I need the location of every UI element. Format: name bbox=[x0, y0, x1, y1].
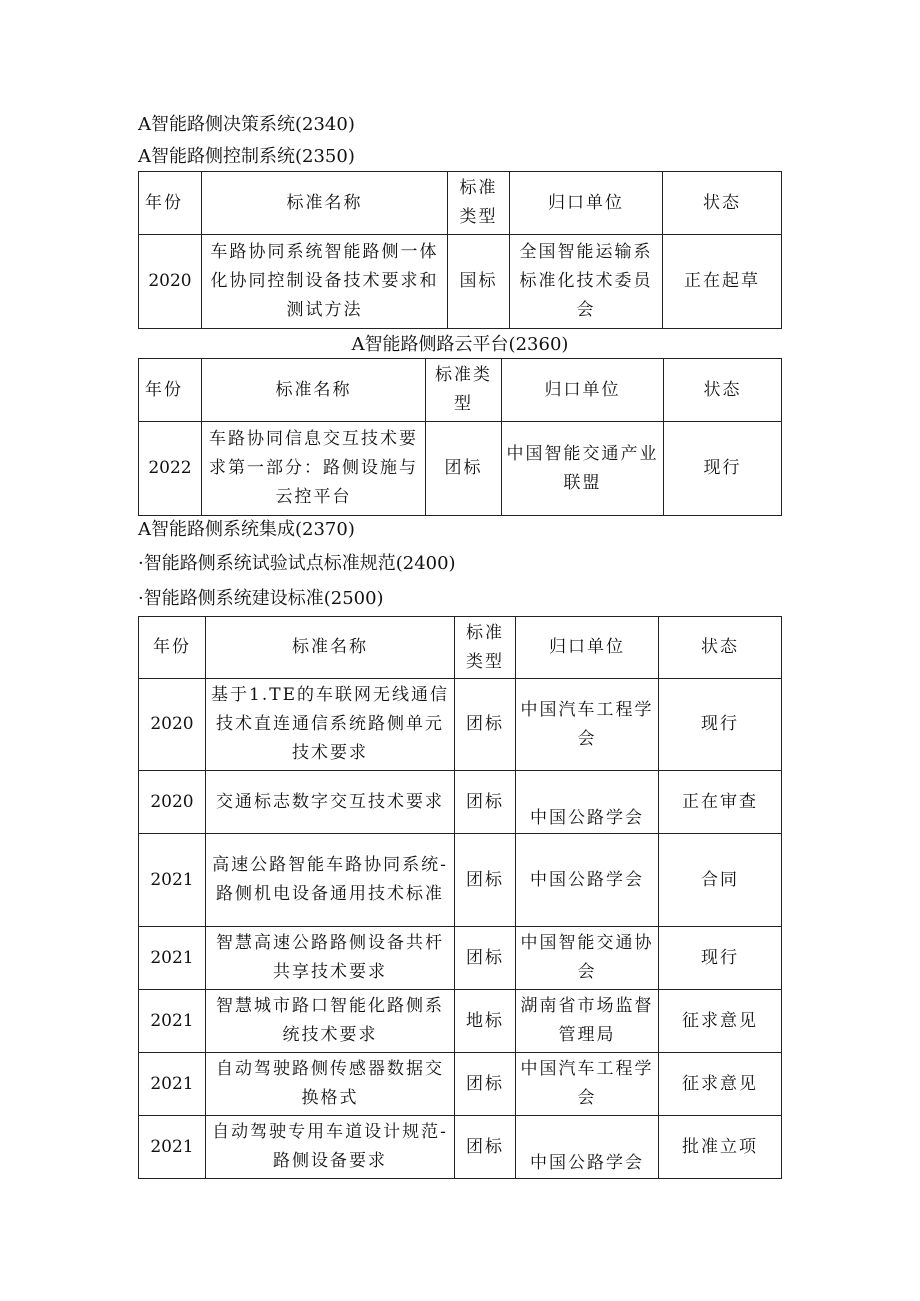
section-heading-2400: ·智能路侧系统试验试点标准规范(2400) bbox=[138, 553, 456, 574]
header-status: 状态 bbox=[659, 617, 782, 679]
cell-status: 批准立项 bbox=[659, 1116, 782, 1179]
header-year: 年份 bbox=[139, 172, 202, 235]
cell-org: 中国公路学会 bbox=[516, 771, 659, 834]
header-type: 标准类型 bbox=[448, 172, 510, 235]
header-year: 年份 bbox=[139, 359, 202, 422]
table-row bbox=[139, 422, 782, 516]
cell-status: 正在审查 bbox=[659, 771, 782, 834]
cell-type: 团标 bbox=[455, 834, 516, 927]
section-heading-2500: ·智能路侧系统建设标准(2500) bbox=[138, 588, 384, 609]
standards-table-2350 bbox=[138, 171, 782, 329]
cell-status: 征求意见 bbox=[659, 1053, 782, 1116]
standards-table-2500 bbox=[138, 616, 782, 1179]
standards-table-2360 bbox=[138, 358, 782, 516]
table-row bbox=[139, 235, 782, 329]
section-heading-2340: A智能路侧决策系统(2340) bbox=[138, 114, 355, 135]
table-row bbox=[139, 990, 782, 1053]
section-heading-2350: A智能路侧控制系统(2350) bbox=[138, 146, 355, 167]
header-status: 状态 bbox=[663, 172, 782, 235]
table-header-row bbox=[139, 359, 782, 422]
table-row bbox=[139, 1053, 782, 1116]
cell-year: 2020 bbox=[139, 771, 206, 834]
cell-org: 中国公路学会 bbox=[516, 834, 659, 927]
cell-name: 智慧城市路口智能化路侧系统技术要求 bbox=[206, 990, 455, 1053]
cell-org: 中国汽车工程学会 bbox=[516, 679, 659, 771]
table-header-row bbox=[139, 172, 782, 235]
cell-year: 2021 bbox=[139, 834, 206, 927]
table-row bbox=[139, 771, 782, 834]
cell-org: 全国智能运输系标准化技术委员会 bbox=[510, 235, 663, 329]
cell-org: 中国汽车工程学会 bbox=[516, 1053, 659, 1116]
cell-status: 现行 bbox=[659, 927, 782, 990]
header-name: 标准名称 bbox=[206, 617, 455, 679]
cell-type: 地标 bbox=[455, 990, 516, 1053]
cell-year: 2021 bbox=[139, 990, 206, 1053]
cell-year: 2020 bbox=[139, 235, 202, 329]
cell-org: 湖南省市场监督管理局 bbox=[516, 990, 659, 1053]
cell-type: 团标 bbox=[455, 679, 516, 771]
cell-name: 交通标志数字交互技术要求 bbox=[206, 771, 455, 834]
cell-type: 国标 bbox=[448, 235, 510, 329]
header-status: 状态 bbox=[664, 359, 782, 422]
cell-name: 高速公路智能车路协同系统-路侧机电设备通用技术标准 bbox=[206, 834, 455, 927]
header-name: 标准名称 bbox=[202, 172, 448, 235]
cell-org: 中国公路学会 bbox=[516, 1116, 659, 1179]
cell-year: 2021 bbox=[139, 1116, 206, 1179]
header-type: 标准类型 bbox=[455, 617, 516, 679]
section-heading-2370: A智能路侧系统集成(2370) bbox=[138, 519, 355, 540]
cell-org: 中国智能交通协会 bbox=[516, 927, 659, 990]
cell-org: 中国智能交通产业联盟 bbox=[502, 422, 664, 516]
table-header-row bbox=[139, 617, 782, 679]
cell-name: 智慧高速公路路侧设备共杆共享技术要求 bbox=[206, 927, 455, 990]
cell-type: 团标 bbox=[455, 1053, 516, 1116]
section-heading-2360: A智能路侧路云平台(2360) bbox=[351, 334, 569, 355]
cell-name: 自动驾驶路侧传感器数据交换格式 bbox=[206, 1053, 455, 1116]
table-row bbox=[139, 1116, 782, 1179]
cell-type: 团标 bbox=[455, 927, 516, 990]
cell-name: 车路协同系统智能路侧一体化协同控制设备技术要求和测试方法 bbox=[202, 235, 448, 329]
header-type: 标准类型 bbox=[426, 359, 502, 422]
cell-status: 正在起草 bbox=[663, 235, 782, 329]
header-name: 标准名称 bbox=[202, 359, 426, 422]
cell-name: 基于1.TE的车联网无线通信技术直连通信系统路侧单元技术要求 bbox=[206, 679, 455, 771]
table-row bbox=[139, 927, 782, 990]
cell-name: 自动驾驶专用车道设计规范-路侧设备要求 bbox=[206, 1116, 455, 1179]
header-org: 归口单位 bbox=[510, 172, 663, 235]
cell-status: 现行 bbox=[659, 679, 782, 771]
cell-year: 2022 bbox=[139, 422, 202, 516]
cell-type: 团标 bbox=[455, 1116, 516, 1179]
header-org: 归口单位 bbox=[502, 359, 664, 422]
table-row bbox=[139, 679, 782, 771]
header-year: 年份 bbox=[139, 617, 206, 679]
cell-year: 2021 bbox=[139, 927, 206, 990]
cell-status: 征求意见 bbox=[659, 990, 782, 1053]
table-row bbox=[139, 834, 782, 927]
cell-year: 2021 bbox=[139, 1053, 206, 1116]
header-org: 归口单位 bbox=[516, 617, 659, 679]
cell-status: 现行 bbox=[664, 422, 782, 516]
cell-type: 团标 bbox=[455, 771, 516, 834]
cell-status: 合同 bbox=[659, 834, 782, 927]
cell-type: 团标 bbox=[426, 422, 502, 516]
cell-name: 车路协同信息交互技术要求第一部分：路侧设施与云控平台 bbox=[202, 422, 426, 516]
cell-year: 2020 bbox=[139, 679, 206, 771]
